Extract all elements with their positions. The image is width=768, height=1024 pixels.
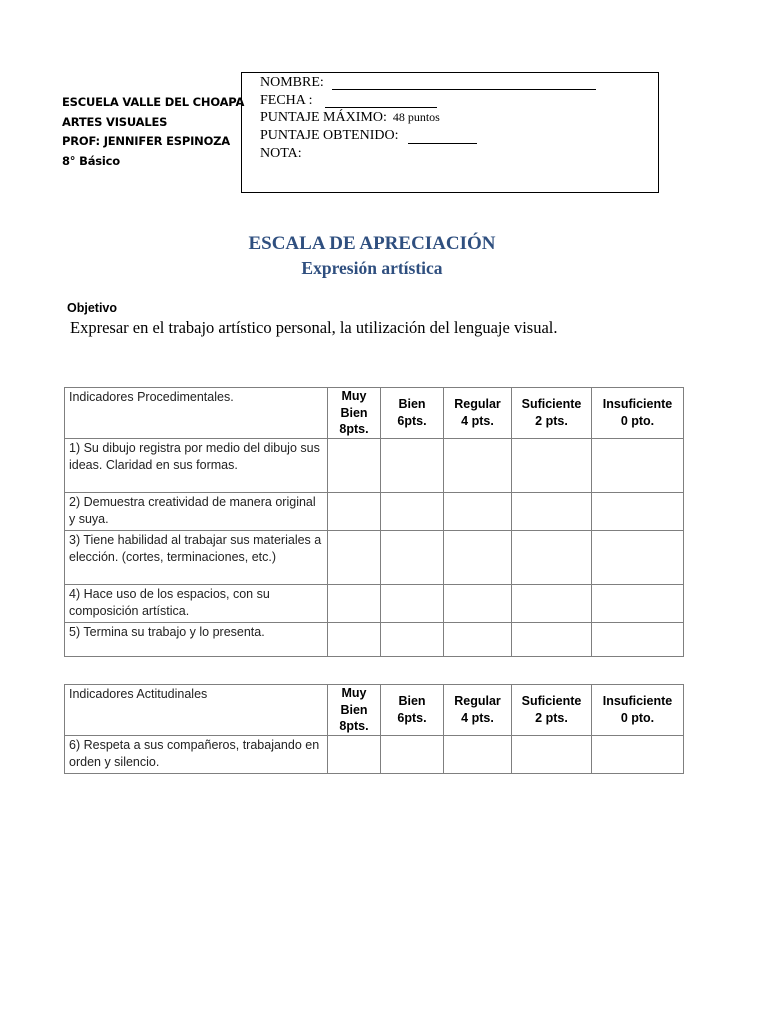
header-regular: Regular 4 pts.: [444, 685, 512, 736]
score-cell[interactable]: [444, 622, 512, 656]
score-cell[interactable]: [381, 492, 444, 530]
puntaje-maximo-field: [260, 109, 440, 126]
score-cell[interactable]: [512, 530, 592, 584]
indicator-text: 4) Hace uso de los espacios, con su composición artística.: [65, 584, 328, 622]
table-row: [65, 492, 684, 530]
puntaje-maximo-value: 48 puntos: [392, 110, 440, 124]
score-cell[interactable]: [512, 622, 592, 656]
nombre-field: [260, 74, 324, 91]
score-cell[interactable]: [444, 438, 512, 492]
header-suficiente: Suficiente 2 pts.: [512, 685, 592, 736]
teacher-name: PROF: JENNIFER ESPINOZA: [62, 134, 231, 148]
score-cell[interactable]: [381, 735, 444, 773]
nombre-blank[interactable]: [332, 89, 596, 90]
puntaje-maximo-label: PUNTAJE MÁXIMO:: [260, 110, 387, 125]
page-subtitle: Expresión artística: [301, 258, 443, 278]
score-cell[interactable]: [328, 438, 381, 492]
score-cell[interactable]: [381, 438, 444, 492]
score-cell[interactable]: [512, 438, 592, 492]
nombre-label: NOMBRE:: [260, 75, 324, 90]
nota-label: NOTA:: [260, 146, 302, 161]
table-row: [65, 438, 684, 492]
table-header-row: [65, 685, 684, 736]
header-insuficiente: Insuficiente 0 pto.: [592, 685, 684, 736]
student-info-box: [241, 72, 659, 193]
table-row: [65, 530, 684, 584]
header-muy-bien: Muy Bien 8pts.: [328, 388, 381, 439]
header-insuficiente: Insuficiente 0 pto.: [592, 388, 684, 439]
indicator-text: 1) Su dibujo registra por medio del dibujo sus ideas. Claridad en sus formas.: [65, 438, 328, 492]
indicator-text: 6) Respeta a sus compañeros, trabajando en orden y silencio.: [65, 735, 328, 773]
score-cell[interactable]: [328, 492, 381, 530]
actitudinales-table: [64, 684, 684, 774]
fecha-label: FECHA :: [260, 93, 313, 108]
procedimentales-header: Indicadores Procedimentales.: [65, 388, 328, 439]
score-cell[interactable]: [381, 584, 444, 622]
subject-name: ARTES VISUALES: [62, 114, 168, 129]
header-bien: Bien 6pts.: [381, 388, 444, 439]
score-cell[interactable]: [444, 735, 512, 773]
score-cell[interactable]: [592, 622, 684, 656]
header-suficiente: Suficiente 2 pts.: [512, 388, 592, 439]
score-cell[interactable]: [592, 438, 684, 492]
puntaje-obtenido-label: PUNTAJE OBTENIDO:: [260, 128, 399, 143]
puntaje-obtenido-field: [260, 127, 398, 144]
header-bien: Bien 6pts.: [381, 685, 444, 736]
score-cell[interactable]: [381, 622, 444, 656]
fecha-field: [260, 92, 313, 109]
table-row: [65, 622, 684, 656]
page-title: ESCALA DE APRECIACIÓN: [248, 233, 496, 254]
score-cell[interactable]: [512, 492, 592, 530]
score-cell[interactable]: [328, 530, 381, 584]
header-muy-bien: Muy Bien 8pts.: [328, 685, 381, 736]
table-row: [65, 584, 684, 622]
score-cell[interactable]: [444, 530, 512, 584]
score-cell[interactable]: [328, 735, 381, 773]
score-cell[interactable]: [512, 735, 592, 773]
puntaje-obtenido-blank[interactable]: [408, 143, 477, 144]
score-cell[interactable]: [592, 735, 684, 773]
grade-label: 8° Básico: [62, 153, 120, 168]
score-cell[interactable]: [592, 530, 684, 584]
indicator-text: 5) Termina su trabajo y lo presenta.: [65, 622, 328, 656]
score-cell[interactable]: [381, 530, 444, 584]
indicator-text: 3) Tiene habilidad al trabajar sus materiales a elección. (cortes, terminaciones, etc.): [65, 530, 328, 584]
header-regular: Regular 4 pts.: [444, 388, 512, 439]
score-cell[interactable]: [444, 584, 512, 622]
table-header-row: [65, 388, 684, 439]
score-cell[interactable]: [444, 492, 512, 530]
score-cell[interactable]: [328, 584, 381, 622]
school-info: [62, 93, 244, 171]
score-cell[interactable]: [592, 492, 684, 530]
fecha-blank[interactable]: [325, 107, 437, 108]
score-cell[interactable]: [592, 584, 684, 622]
actitudinales-header: Indicadores Actitudinales: [65, 685, 328, 736]
score-cell[interactable]: [328, 622, 381, 656]
objective-text: Expresar en el trabajo artístico personal, la utilización del lenguaje visual.: [70, 318, 558, 337]
table-row: [65, 735, 684, 773]
school-name: ESCUELA VALLE DEL CHOAPA: [62, 95, 245, 109]
objective-label: Objetivo: [67, 301, 118, 315]
indicator-text: 2) Demuestra creatividad de manera original y suya.: [65, 492, 328, 530]
procedimentales-table: [64, 387, 684, 657]
score-cell[interactable]: [512, 584, 592, 622]
nota-field: [260, 145, 302, 162]
